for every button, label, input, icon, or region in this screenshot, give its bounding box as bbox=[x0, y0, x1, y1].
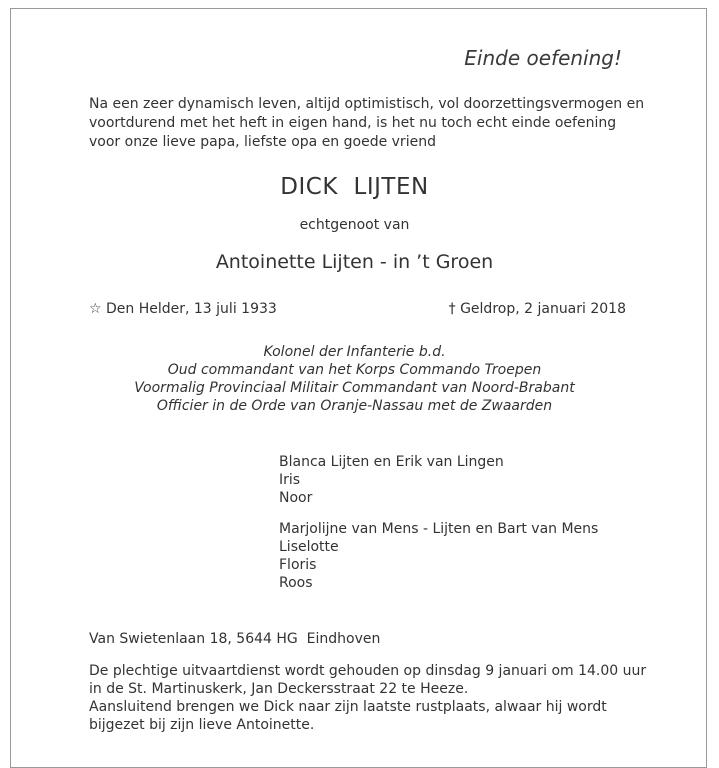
birth-info: ☆ Den Helder, 13 juli 1933 bbox=[89, 301, 277, 317]
title-line: Oud commandant van het Korps Commando Troepen bbox=[167, 362, 542, 378]
service-line: in de St. Martinuskerk, Jan Deckersstraat 22 te Heeze. bbox=[89, 681, 469, 697]
intro-line: voor onze lieve papa, liefste opa en goede vriend bbox=[89, 134, 436, 150]
title-line: Officier in de Orde van Oranje-Nassau met de Zwaarden bbox=[156, 398, 553, 414]
death-info: † Geldrop, 2 januari 2018 bbox=[448, 301, 626, 317]
intro-text bbox=[89, 95, 649, 152]
address: Van Swietenlaan 18, 5644 HG Eindhoven bbox=[89, 631, 381, 647]
intro-line: Na een zeer dynamisch leven, altijd optimistisch, vol doorzettingsvermogen en bbox=[89, 96, 645, 112]
family-member: Marjolijne van Mens - Lijten en Bart van Mens bbox=[279, 521, 599, 537]
intro-line: voortdurend met het heft in eigen hand, is het nu toch echt einde oefening bbox=[89, 115, 617, 131]
family-member: Blanca Lijten en Erik van Lingen bbox=[279, 454, 504, 470]
heading: Einde oefening! bbox=[464, 46, 622, 70]
service-line: De plechtige uitvaartdienst wordt gehouden op dinsdag 9 januari om 14.00 uur bbox=[89, 663, 647, 679]
family-member: Noor bbox=[279, 490, 313, 506]
service-info bbox=[89, 662, 689, 734]
title-line: Kolonel der Infanterie b.d. bbox=[263, 344, 446, 360]
deceased-name: DICK LIJTEN bbox=[280, 174, 429, 200]
military-titles bbox=[0, 343, 709, 415]
service-line: bijgezet bij zijn lieve Antoinette. bbox=[89, 717, 315, 733]
family-member: Floris bbox=[279, 557, 317, 573]
family-member: Iris bbox=[279, 472, 301, 488]
spouse-name: Antoinette Lijten - in ’t Groen bbox=[215, 251, 494, 273]
family-member: Liselotte bbox=[279, 539, 339, 555]
family-group-2 bbox=[279, 520, 598, 592]
spouse-label: echtgenoot van bbox=[299, 217, 410, 233]
service-line: Aansluitend brengen we Dick naar zijn laatste rustplaats, alwaar hij wordt bbox=[89, 699, 607, 715]
family-member: Roos bbox=[279, 575, 313, 591]
title-line: Voormalig Provinciaal Militair Commandant van Noord-Brabant bbox=[134, 380, 575, 396]
family-group-1 bbox=[279, 453, 504, 507]
